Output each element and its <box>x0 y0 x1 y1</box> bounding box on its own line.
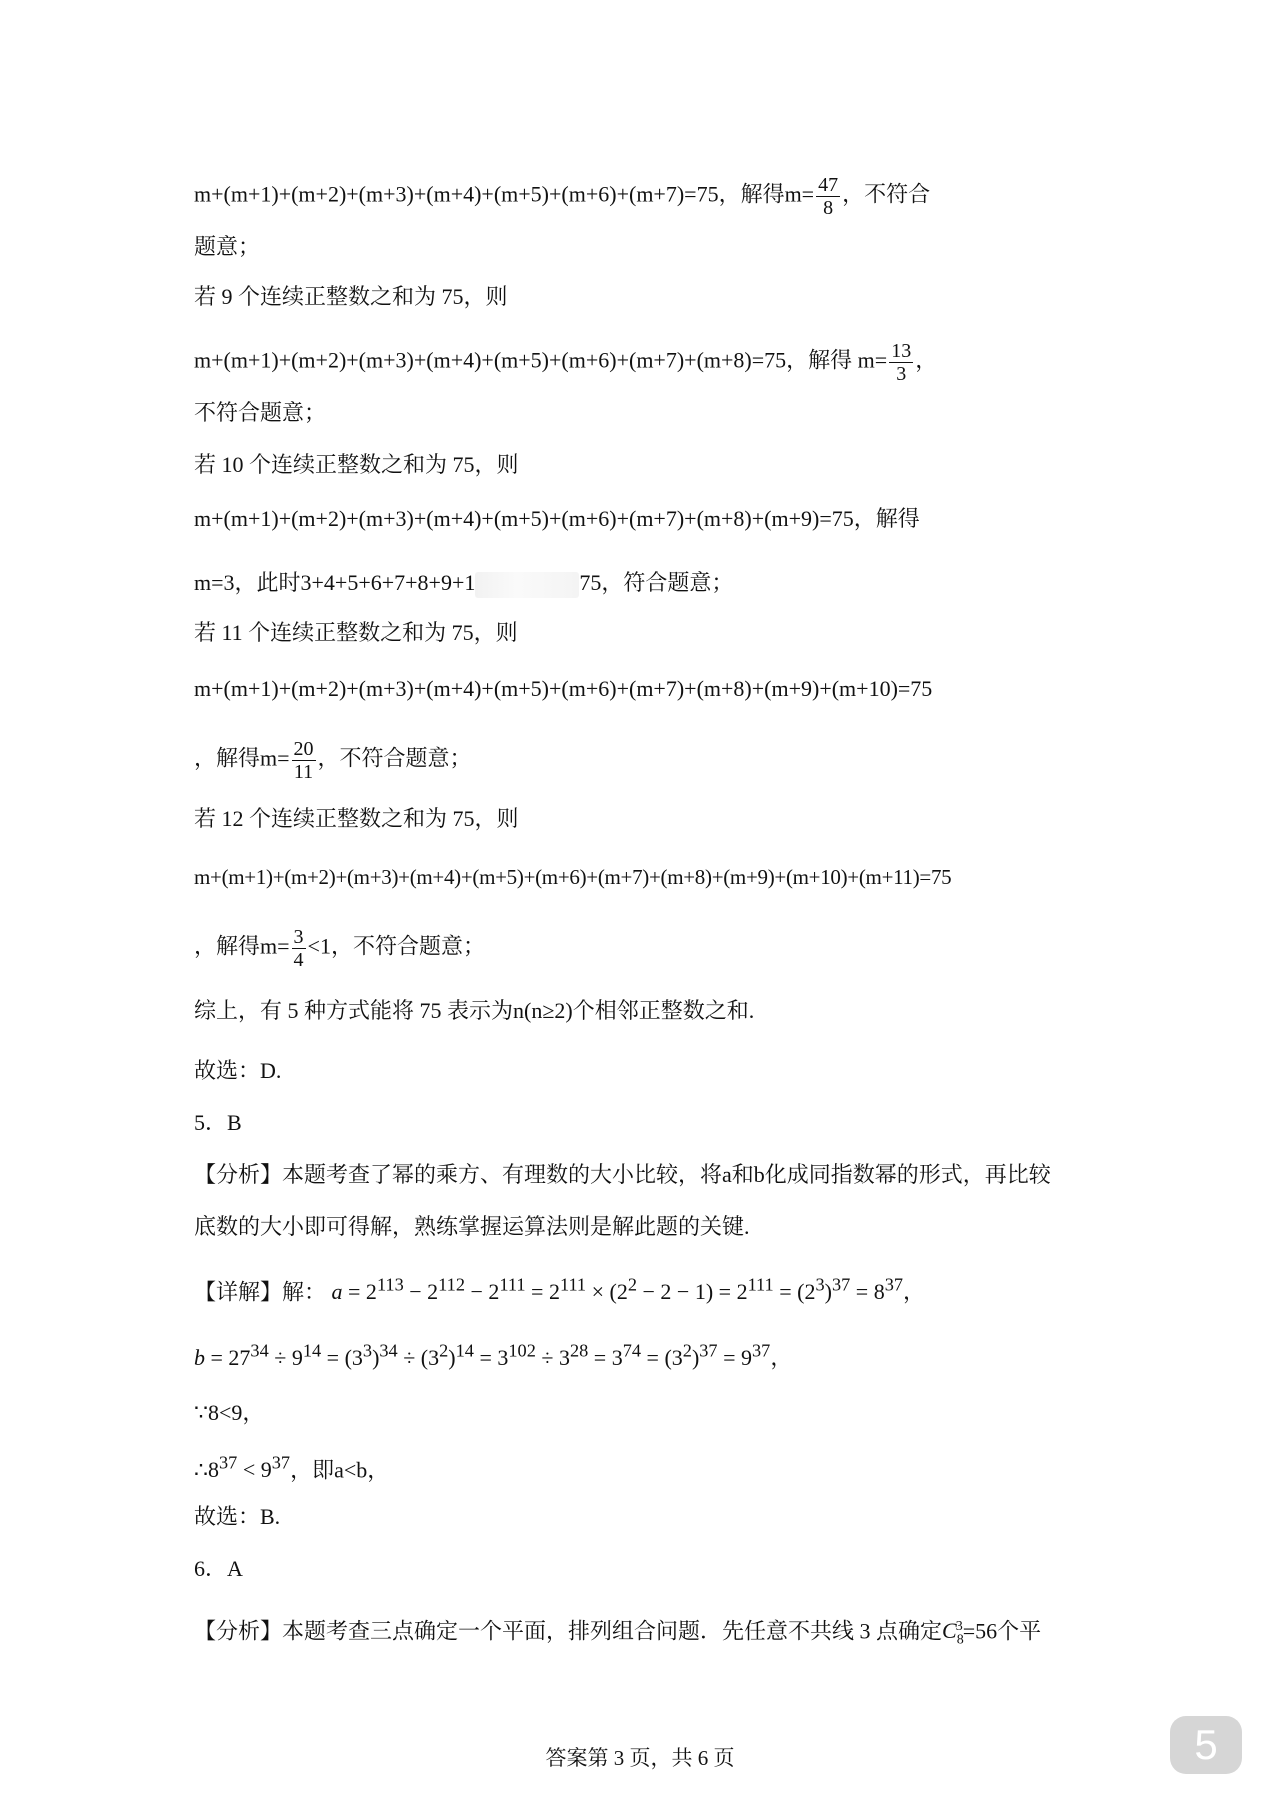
equation-8-terms: m+(m+1)+(m+2)+(m+3)+(m+4)+(m+5)+(m+6)+(m+7)=75，解得m= $\frac{47}{8}$ ，不符合 <box>194 174 931 219</box>
text-line: 题意； <box>194 234 261 259</box>
equation-10-terms: m+(m+1)+(m+2)+(m+3)+(m+4)+(m+5)+(m+6)+(m+7)+(m+8)+(m+9)=75，解得 <box>194 506 920 531</box>
formula-combination: $C_8^3$ <box>942 1618 964 1648</box>
redaction-mask <box>475 572 579 598</box>
because-line: ∵8<9， <box>194 1400 265 1425</box>
analysis-5-line2: 底数的大小即可得解，熟练掌握运算法则是解此题的关键. <box>194 1214 750 1239</box>
formula-b: $b = 27^{34} \div 9^{14} = (3^3)^{34} \div (3^2)^{14} = 3^{102} \div 3^{28} = 3^{74} = (3^2)^{37} = 9^{37}$， <box>194 1341 793 1371</box>
result-11: ，解得m= $\frac{20}{11}$ ，不符合题意； <box>194 738 472 783</box>
equation-text: m+(m+1)+(m+2)+(m+3)+(m+4)+(m+5)+(m+6)+(m+7)=75，解得m= <box>194 181 815 207</box>
summary-line: 综上，有 5 种方式能将 75 表示为n(n≥2)个相邻正整数之和. <box>194 998 755 1023</box>
analysis-5-line1: 【分析】本题考查了幂的乘方、有理数的大小比较，将a和b化成同指数幂的形式，再比较 <box>194 1162 1051 1187</box>
equation-9-terms: m+(m+1)+(m+2)+(m+3)+(m+4)+(m+5)+(m+6)+(m+7)+(m+8)=75，解得 m= $\frac{13}{3}$ ， <box>194 340 938 385</box>
equation-11-terms: m+(m+1)+(m+2)+(m+3)+(m+4)+(m+5)+(m+6)+(m+7)+(m+8)+(m+9)+(m+10)=75 <box>194 676 933 701</box>
formula-compare: $8^{37} < 9^{37}$ <box>208 1453 291 1483</box>
check-line: m=3，此时3+4+5+6+7+8+9+1 75，符合题意； <box>194 568 733 598</box>
question-5-answer: 5．B <box>194 1110 242 1135</box>
case-10-heading: 若 10 个连续正整数之和为 75，则 <box>194 452 519 477</box>
answer-4: 故选：D. <box>194 1058 282 1083</box>
case-12-heading: 若 12 个连续正整数之和为 75，则 <box>194 806 519 831</box>
question-6-answer: 6．A <box>194 1556 243 1581</box>
fraction-3-4: $\frac{3}{4}$ <box>293 926 304 971</box>
result-12: ，解得m= $\frac{3}{4}$ <1，不符合题意； <box>194 926 485 971</box>
formula-a: $a = 2^{113} - 2^{112} - 2^{111} = 2^{111} \times (2^2 - 2 - 1) = 2^{111} = (2^3)^{37} = 8^{37}$， <box>331 1275 926 1305</box>
case-9-heading: 若 9 个连续正整数之和为 75，则 <box>194 284 508 309</box>
detail-5-b <box>194 1336 792 1373</box>
detail-5-a: 【详解】解： $a = 2^{113} - 2^{112} - 2^{111} = 2^{111} \times (2^2 - 2 - 1) = 2^{111} = (2^3)^{37} = 8^{37}$， <box>194 1275 926 1305</box>
text-line: 不符合题意； <box>194 400 327 425</box>
fraction-13-3: $\frac{13}{3}$ <box>891 340 912 385</box>
fraction-20-11: $\frac{20}{11}$ <box>293 738 314 783</box>
therefore-line: $\therefore 8^{37} < 9^{37}$，即a<b， <box>194 1453 390 1483</box>
fraction-47-8: $\frac{47}{8}$ <box>818 174 839 219</box>
page-number-badge: 5 <box>1170 1716 1242 1774</box>
case-11-heading: 若 11 个连续正整数之和为 75，则 <box>194 620 518 645</box>
page-footer: 答案第 3 页，共 6 页 <box>545 1746 735 1770</box>
answer-5: 故选：B. <box>194 1504 281 1529</box>
analysis-6-line1: 【分析】本题考查三点确定一个平面，排列组合问题．先任意不共线 3 点确定$C_8^3=56$个平 <box>194 1618 1042 1648</box>
equation-12-terms: m+(m+1)+(m+2)+(m+3)+(m+4)+(m+5)+(m+6)+(m+7)+(m+8)+(m+9)+(m+10)+(m+11)=75 <box>194 865 952 889</box>
